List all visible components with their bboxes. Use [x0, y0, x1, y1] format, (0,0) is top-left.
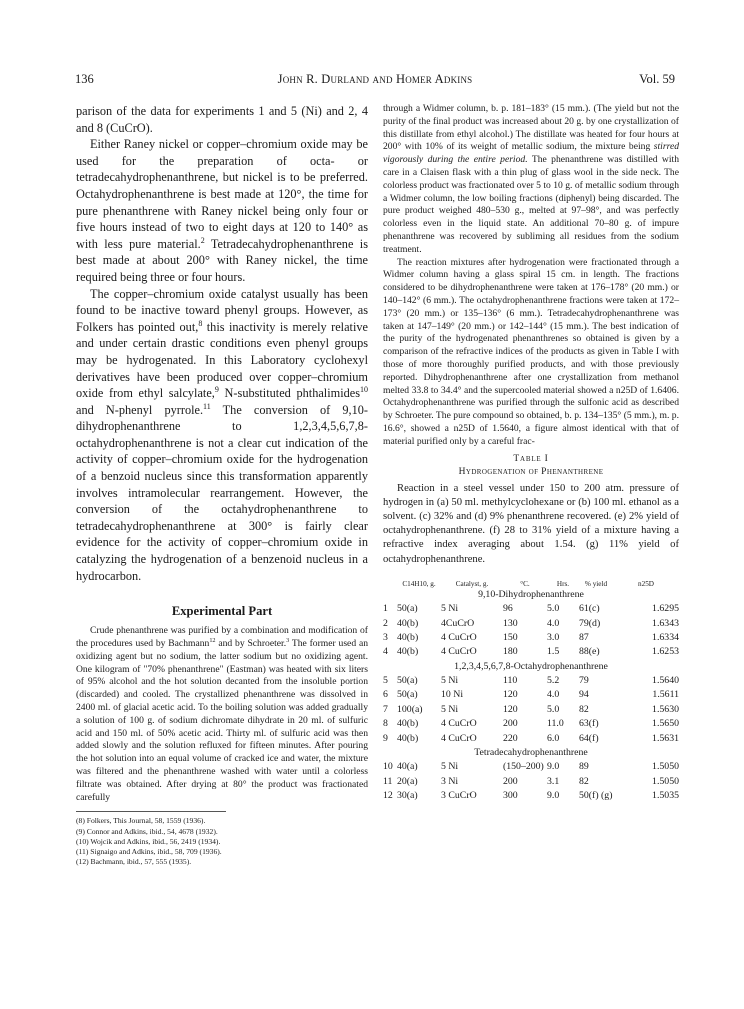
table-row: [383, 776, 679, 790]
table-cell: 3.0: [547, 631, 560, 643]
table-cell: 5.0: [547, 603, 560, 615]
table-cell: 5 Ni: [441, 703, 459, 715]
table-cell: 1.6295: [652, 603, 679, 615]
table-cell: 40(b): [397, 718, 419, 730]
table-cell: 1.5630: [652, 703, 679, 715]
table-row: [383, 790, 679, 804]
table-cell: 5 Ni: [441, 761, 459, 773]
footnote-ref: 12: [209, 636, 216, 644]
table-cell: 3 CuCrO: [441, 790, 477, 802]
table-cell: 79: [579, 675, 589, 687]
footnote: (12) Bachmann, ibid., 57, 555 (1935).: [76, 857, 192, 867]
table-cell: 4.0: [547, 617, 560, 629]
table-cell: (150–200): [503, 761, 544, 773]
table-cell: 9: [383, 732, 388, 744]
table-cell: 10: [383, 761, 393, 773]
footnote: (8) Folkers, This Journal, 58, 1559 (1936).: [76, 816, 206, 826]
column-header: % yield: [584, 580, 608, 589]
table-cell: 1.5: [547, 646, 560, 658]
table-cell: 9.0: [547, 790, 560, 802]
table-cell: 5: [383, 675, 388, 687]
table-cell: 5 Ni: [441, 603, 459, 615]
footnote-rule: [76, 811, 226, 812]
table-cell: 120: [503, 689, 518, 701]
paragraph: Either Raney nickel or copper–chromium oxide may be used for the preparation of octa- or tetradecahydrophenanthrene, but nickel is to be preferred. Octahydrophenanthrene is best made at 120°, the time for pure phenanthrene with Raney nickel being only four or five hours instead of two to eight days at 120 to 140° as with less pure material.$^2$ Tetradecahydrophenanthrene is best made at about 200° with Raney nickel, the time required being three or four hours.: [76, 137, 368, 284]
table-row: [383, 704, 679, 718]
table-cell: 130: [503, 617, 518, 629]
footnote-ref: 8: [198, 318, 203, 328]
table-cell: 1.6253: [652, 646, 679, 658]
footnote-ref: 10: [360, 385, 368, 394]
footnote-ref: 3: [286, 636, 290, 644]
table-cell: 300: [503, 790, 518, 802]
table-cell: 82: [579, 703, 589, 715]
table-cell: 3.1: [547, 775, 560, 787]
table-cell: 50(a): [397, 675, 418, 687]
table-cell: 200: [503, 775, 518, 787]
table-cell: 5 Ni: [441, 675, 459, 687]
table-cell: 1.5035: [652, 790, 679, 802]
table-cell: 4 CuCrO: [441, 732, 477, 744]
column-header: °C.: [520, 580, 530, 589]
paragraph: The copper–chromium oxide catalyst usually has been found to be inactive toward phenyl groups. However, as Folkers has pointed out,$^8$ this inactivity is merely relative and under certain drastic conditions even phenyl groups may be hydrogenated. In this Laboratory cyclohexyl derivatives have been produced over copper–chromium oxide from ethyl salcylate,$^9$ N-substituted phthalimides$^{10}$ and N-phenyl pyrrole.$^{11}$ The conversion of 9,10-dihydrophenanthrene to 1,2,3,4,5,6,7,8-octahydrophenanthrene is not a clear cut indication of the activity of copper–chromium oxide for the hydrogenation of a benzoid nucleus since this transformation apparently involves intramolecular rearrangement. However, the conversion of the octahydrophenanthrene to tetradecahydrophenanthrene at 300° is fairly clear evidence for the activity of copper–chromium oxide in catalyzing the hydrogenation of a benzenoid nucleus in a hydrocarbon.: [76, 286, 368, 583]
table-cell: 11.0: [547, 718, 564, 730]
table-row: [383, 632, 679, 646]
table-cell: 89: [579, 761, 589, 773]
table-cell: 180: [503, 646, 518, 658]
column-header: [383, 567, 397, 589]
table-title: Hydrogenation of Phenanthrene: [458, 466, 604, 477]
footnote: (10) Wojcik and Adkins, ibid., 56, 2419 (1934).: [76, 836, 221, 846]
table-row: [383, 761, 679, 775]
table-cell: 1.5050: [652, 761, 679, 773]
table-row: [383, 675, 679, 689]
column-header: Catalyst, g.: [455, 580, 489, 589]
right-column: [383, 103, 679, 805]
table-cell: 10 Ni: [441, 689, 464, 701]
paragraph: The reaction mixtures after hydrogenation were fractionated through a Widmer column having a glass spiral 15 cm. in length. The fractions considered to be dihydrophenanthrene were taken at 176–178° (20 mm.) or 140–142° (6 mm.). The octahydrophenanthrene fractions were taken at 172–173° (20 mm.) or 135–136° (6 mm.). Tetradecahydrophenanthrene was taken at 147–149° (20 mm.) or 142–144° (15 mm.). The best indication of the purity of the hydrogenated phenanthrenes so obtained is given by a comparison of the refractive indices of the products as given in Table I with those of more thoroughly purified products, and with those previously reported. Dihydrophenanthrene after one crystallization from methanol melted 33.8 to 34.4° and the supercooled material showed a n25D of 1.6406. Octahydrophenanthrene was purified through the sulfonic acid as described by Schroeter. The pure compound so obtained, b. p. 134–135° (5 mm.), m. p. 16.6°, showed a n25D of 1.5640, a figure almost identical with that of material purified only by a careful frac-: [383, 256, 679, 447]
paragraph: through a Widmer column, b. p. 181–183° (15 mm.). (The yield but not the purity of the final product was increased about 20 g. by one crystallization of this distillate from ethyl alcohol.) The distillate was heated for four hours at 200° with 10% of its weight of metallic sodium, the mixture being stirred vigorously during the entire period. The phenanthrene was distilled with care in a Claisen flask with a thin plug of glass wool in the side neck. The colorless product was fractionated over 5 to 10 g. of metallic sodium through a Widmer column, the low boiling fractions (diphenyl) being discarded. The pure product weighed 480–530 g., melted at 97–98°, and was perfectly colorless even in the liquid state. An additional 70–80 g. of impure phenanthrene was recovered by subliming all residues from the sodium treatment.: [383, 103, 680, 255]
table-cell: 4 CuCrO: [441, 718, 477, 730]
table-row: [383, 718, 679, 732]
table-cell: 4: [383, 646, 388, 658]
page-header: [75, 72, 675, 92]
page-number: 136: [75, 72, 94, 86]
table-cell: 3: [383, 631, 388, 643]
paragraph: parison of the data for experiments 1 and 5 (Ni) and 2, 4 and 8 (CuCrO).: [76, 104, 368, 135]
table-caption: Table I: [513, 453, 549, 464]
footnote-ref: 2: [200, 235, 205, 245]
table-cell: 40(b): [397, 732, 419, 744]
table-cell: 30(a): [397, 790, 418, 802]
table-cell: 11: [383, 775, 393, 787]
footnote: (11) Signaigo and Adkins, ibid., 58, 709 (1936).: [76, 846, 222, 856]
section-heading: Experimental Part: [171, 604, 273, 619]
table-cell: 79(d): [579, 617, 601, 629]
table-cell: 94: [579, 689, 589, 701]
table-group-row: [383, 747, 679, 761]
table-cell: 20(a): [397, 775, 418, 787]
footnote: (9) Connor and Adkins, ibid., 54, 4678 (1932).: [76, 826, 218, 836]
table-row: [383, 603, 679, 617]
table-row: [383, 646, 679, 660]
table-cell: 88(e): [579, 646, 600, 658]
table-cell: 150: [503, 631, 518, 643]
table-cell: 1.5631: [652, 732, 679, 744]
volume-label: Vol. 59: [639, 72, 675, 86]
table-cell: 12: [383, 790, 393, 802]
table-cell: 1.5611: [652, 689, 679, 701]
table-cell: 82: [579, 775, 589, 787]
table-cell: 40(b): [397, 617, 419, 629]
table-cell: 50(a): [397, 689, 418, 701]
table-cell: 87: [579, 631, 589, 643]
running-title: John R. Durland and Homer Adkins: [277, 72, 473, 86]
table-conditions: Reaction in a steel vessel under 150 to 200 atm. pressure of hydrogen in (a) 50 ml. methylcyclohexane or (b) 100 ml. ethanol as a solvent. (c) 32% and (d) 9% phenanthrene recovered. (e) 2% yield of octahydrophenanthrene. (f) 28 to 31% yield of a mixture having a refractive index averaging about 1.54. (g) 11% yield of octahydrophenanthrene.: [383, 482, 679, 565]
table-row: [383, 689, 679, 703]
table-cell: 5.2: [547, 675, 560, 687]
table-cell: 4 CuCrO: [441, 631, 477, 643]
table-cell: 3 Ni: [441, 775, 459, 787]
footnote-ref: 11: [203, 401, 211, 411]
group-title: Tetradecahydrophenanthrene: [474, 747, 588, 759]
hydrogenation-table: [383, 567, 679, 805]
table-header-row: [383, 567, 679, 589]
table-cell: 2: [383, 617, 388, 629]
table-cell: 220: [503, 732, 518, 744]
table-cell: 4 CuCrO: [441, 646, 477, 658]
left-column: [76, 103, 368, 867]
table-cell: 40(a): [397, 761, 418, 773]
footnote-ref: 9: [214, 385, 219, 394]
column-header: C14H10, g.: [402, 580, 436, 589]
table-cell: 1.6334: [652, 631, 679, 643]
paragraph: Crude phenanthrene was purified by a combination and modification of the procedures used by Bachmann$^{12}$ and by Schroeter.$^3$ The former used an oxidizing agent but no sodium, the latter sodium but no oxidizing agent. One kilogram of "70% phenanthrene" (Eastman) was heated with six liters of 95% alcohol and the hot solution decanted from the insoluble portion (discarded) and cooled. The crystallized phenanthrene was dissolved in 2400 ml. of glacial acetic acid. To the boiling solution was added gradually a solution of 100 g. of sodium dichromate dihydrate in 20 ml. of sulfuric acid and 150 ml. of 50% acetic acid. Thirty ml. of sulfuric acid was then added slowly and the solution refluxed for fifteen minutes. After pouring the hot solution into an equal volume of cracked ice and water, the mixture was filtered and the phenanthrene washed with water until a colorless filtrate was obtained. After drying at 80° the product was fractionated carefully: [76, 625, 368, 803]
table-cell: 61(c): [579, 603, 600, 615]
table-cell: 1: [383, 603, 388, 615]
table-row: [383, 733, 679, 747]
table-cell: 100(a): [397, 703, 423, 715]
table-cell: 110: [503, 675, 518, 687]
table-cell: 40(b): [397, 646, 419, 658]
table-cell: 4CuCrO: [441, 617, 475, 629]
table-cell: 50(f) (g): [579, 790, 613, 802]
table-cell: 40(b): [397, 631, 419, 643]
table-group-row: [383, 589, 679, 603]
group-title: 1,2,3,4,5,6,7,8-Octahydrophenanthrene: [454, 660, 608, 672]
table-cell: 4.0: [547, 689, 560, 701]
table-cell: 64(f): [579, 732, 599, 744]
table-cell: 1.5650: [652, 718, 679, 730]
table-cell: 9.0: [547, 761, 560, 773]
footnotes: [76, 816, 368, 867]
table-cell: 96: [503, 603, 513, 615]
table-cell: 1.5640: [652, 675, 679, 687]
table-cell: 120: [503, 703, 518, 715]
table-row: [383, 618, 679, 632]
table-group-row: [383, 661, 679, 675]
table-cell: 1.5050: [652, 775, 679, 787]
group-title: 9,10-Dihydrophenanthrene: [478, 588, 584, 600]
table-cell: 8: [383, 718, 388, 730]
table-cell: 200: [503, 718, 518, 730]
table-cell: 6: [383, 689, 388, 701]
table-cell: 6.0: [547, 732, 560, 744]
table-cell: 1.6343: [652, 617, 679, 629]
table-cell: 7: [383, 703, 388, 715]
table-cell: 63(f): [579, 718, 599, 730]
table-cell: 50(a): [397, 603, 418, 615]
column-header: Hrs.: [556, 580, 570, 589]
column-header: n25D: [638, 580, 654, 589]
table-cell: 5.0: [547, 703, 560, 715]
